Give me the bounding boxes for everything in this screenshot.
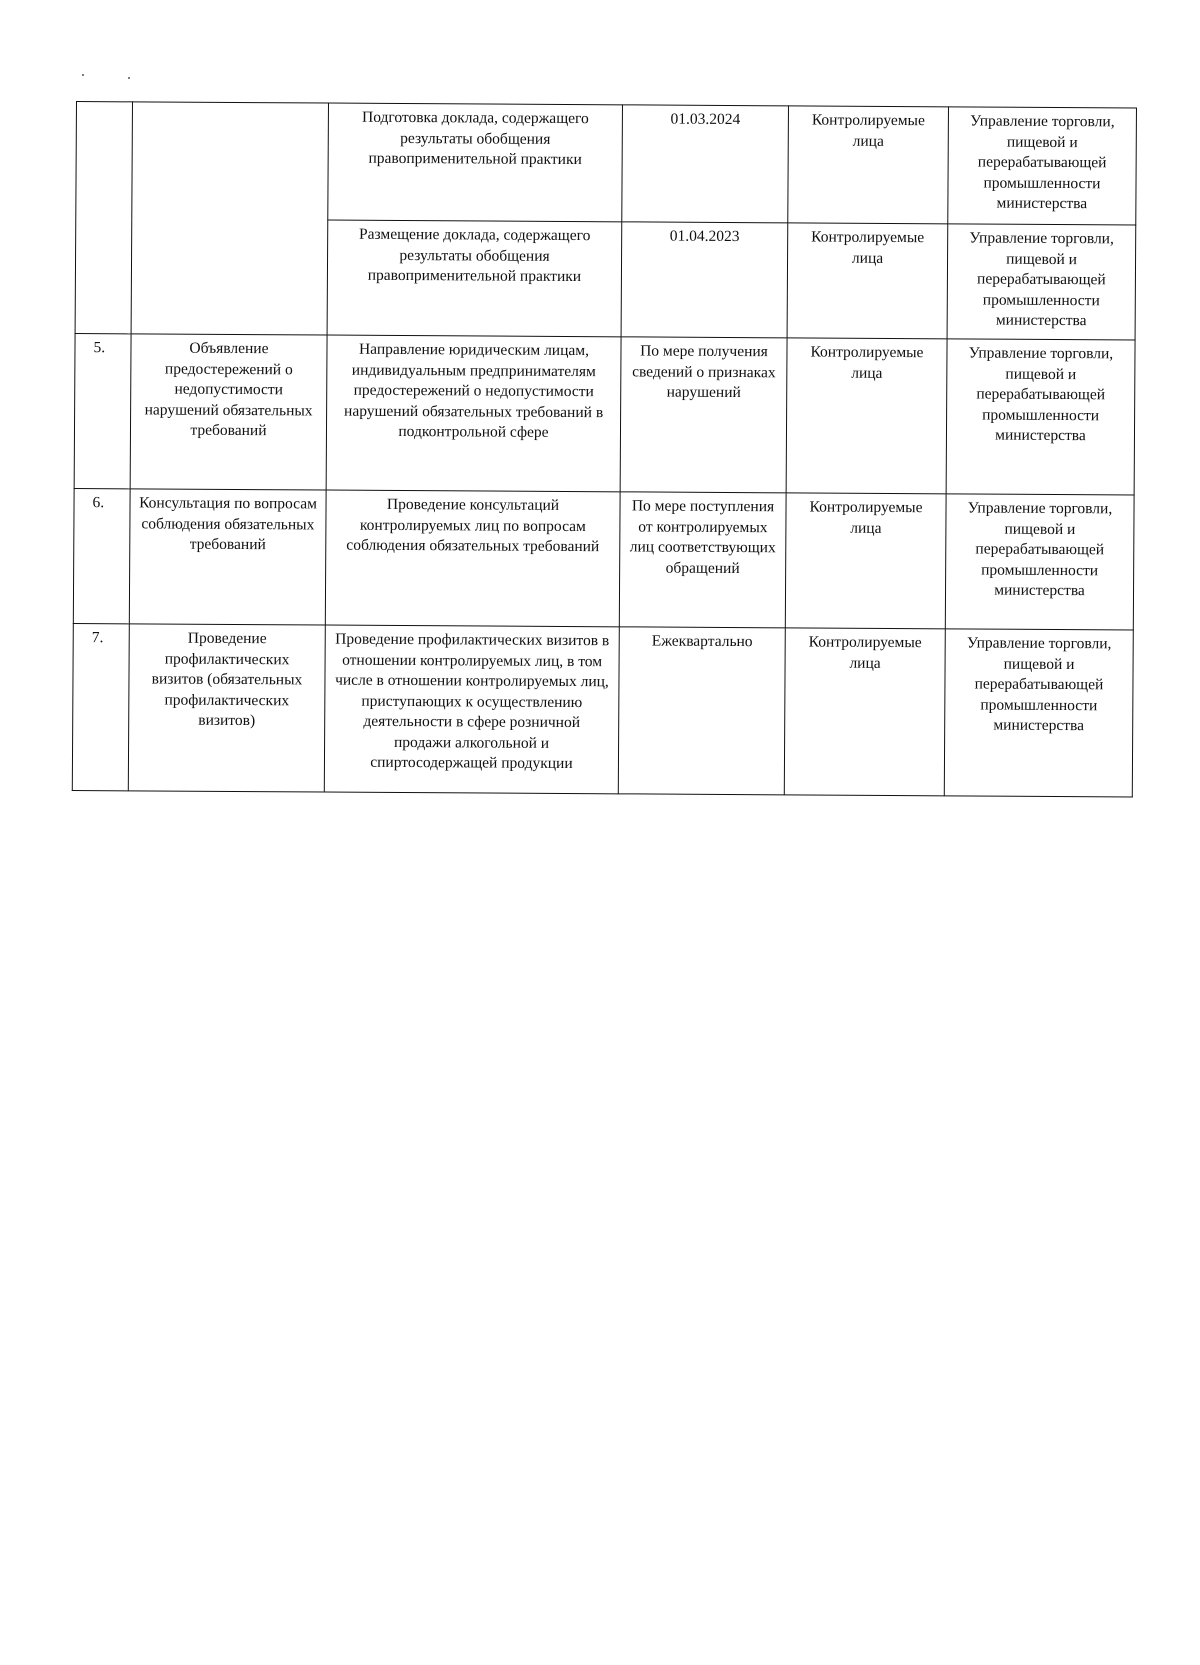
measure-content-cell: Размещение доклада, содержащего результаты обобщения правоприменительной практики bbox=[327, 220, 622, 337]
scan-speck bbox=[128, 77, 130, 79]
subjects-cell: Контролируемые лица bbox=[787, 223, 948, 339]
measure-content-cell: Направление юридическим лицам, индивидуальным предпринимателям предостережений о недопустимости нарушений обязательных требований в подконтрольной сфере bbox=[326, 335, 621, 492]
responsible-cell: Управление торговли, пищевой и перерабатывающей промышленности министерства bbox=[945, 494, 1134, 630]
deadline-cell: 01.03.2024 bbox=[622, 105, 789, 223]
table-row bbox=[74, 333, 1135, 494]
subjects-cell: Контролируемые лица bbox=[788, 106, 949, 224]
deadline-cell: По мере поступления от контролируемых лиц соответствующих обращений bbox=[619, 492, 786, 628]
deadline-cell: 01.04.2023 bbox=[621, 222, 788, 338]
subjects-cell: Контролируемые лица bbox=[784, 628, 945, 796]
measure-name-cell: Консультация по вопросам соблюдения обязательных требований bbox=[129, 489, 326, 625]
table-row bbox=[72, 623, 1133, 796]
responsible-cell: Управление торговли, пищевой и перерабатывающей промышленности министерства bbox=[944, 629, 1133, 797]
row-number-cell: 6. bbox=[73, 488, 130, 623]
responsible-cell: Управление торговли, пищевой и перерабатывающей промышленности министерства bbox=[946, 339, 1135, 495]
scan-speck bbox=[82, 74, 84, 76]
measure-content-cell: Проведение профилактических визитов в отношении контролируемых лиц, в том числе в отношении контролируемых лиц, приступающих к осуществлению деятельности в сфере розничной продажи алкогольной и спиртосодержащей продукции bbox=[324, 625, 619, 794]
measures-table bbox=[72, 101, 1137, 797]
subjects-cell: Контролируемые лица bbox=[785, 493, 946, 629]
subjects-cell: Контролируемые лица bbox=[786, 338, 947, 494]
deadline-cell: Ежеквартально bbox=[618, 627, 785, 795]
deadline-cell: По мере получения сведений о признаках нарушений bbox=[620, 337, 787, 493]
table-row bbox=[76, 102, 1137, 225]
measure-content-cell: Подготовка доклада, содержащего результаты обобщения правоприменительной практики bbox=[328, 103, 623, 222]
measure-content-cell: Проведение консультаций контролируемых лиц по вопросам соблюдения обязательных требований bbox=[325, 490, 620, 627]
row-number-cell: 7. bbox=[72, 623, 129, 790]
row-number-cell bbox=[75, 102, 132, 334]
measure-name-cell: Проведение профилактических визитов (обязательных профилактических визитов) bbox=[128, 624, 325, 792]
responsible-cell: Управление торговли, пищевой и перерабатывающей промышленности министерства bbox=[948, 107, 1137, 225]
row-number-cell: 5. bbox=[74, 333, 131, 488]
responsible-cell: Управление торговли, пищевой и перерабатывающей промышленности министерства bbox=[947, 224, 1136, 340]
measure-name-cell: Объявление предостережений о недопустимости нарушений обязательных требований bbox=[130, 334, 327, 490]
table-row bbox=[73, 488, 1134, 629]
measure-name-cell bbox=[131, 102, 328, 335]
